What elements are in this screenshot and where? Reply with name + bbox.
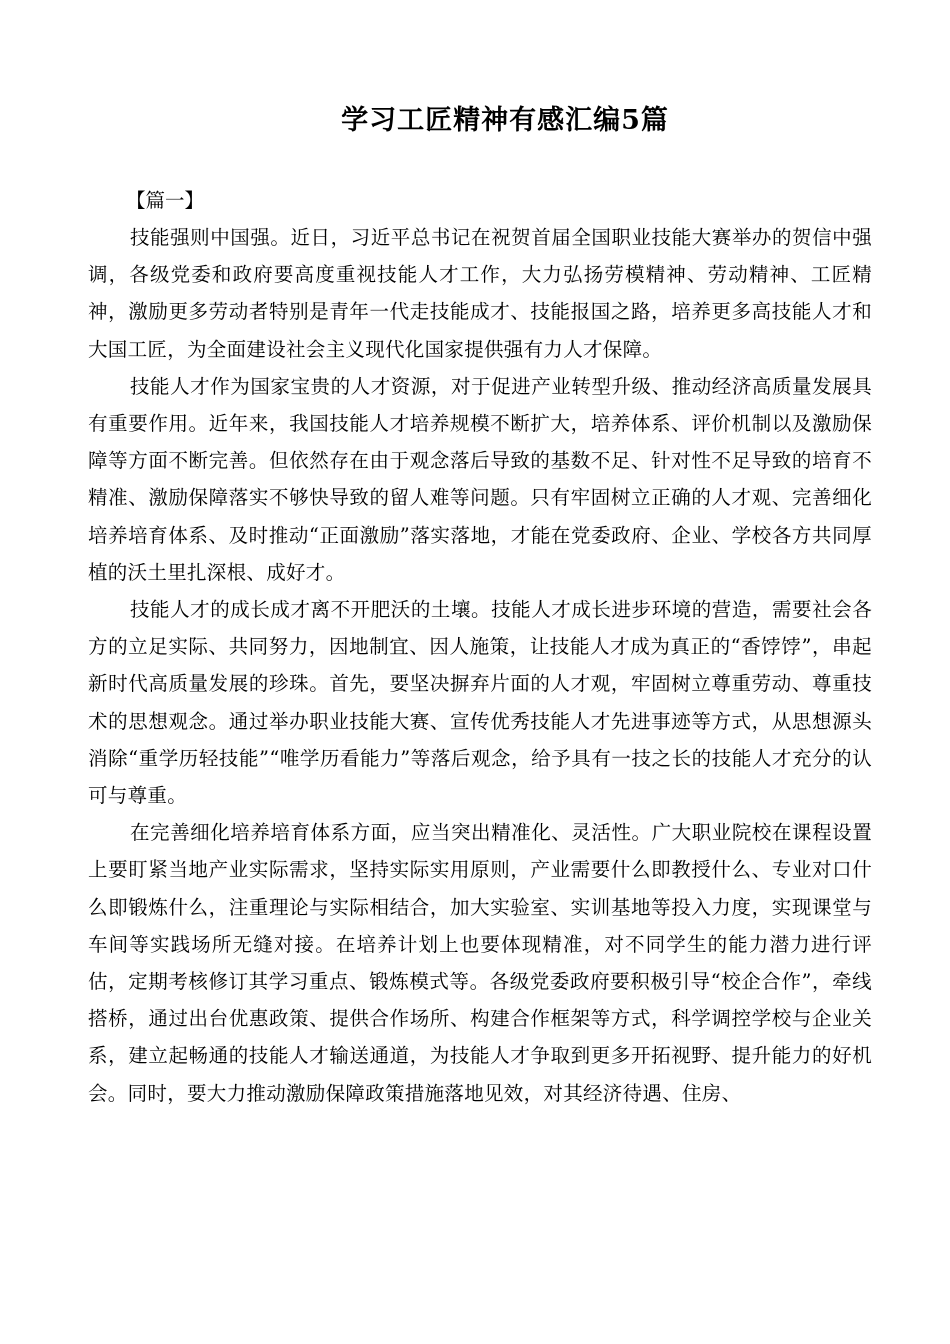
paragraph-2: 技能人才作为国家宝贵的人才资源，对于促进产业转型升级、推动经济高质量发展具有重要作用。近年来，我国技能人才培养规模不断扩大，培养体系、评价机制以及激励保障等方面不断完善。但依然存在由于观念落后导致的基数不足、针对性不足导致的培育不精准、激励保障落实不够快导致的留人难等问题。只有牢固树立正确的人才观、完善细化培养培育体系、及时推动“正面激励”落实落地，才能在党委政府、企业、学校各方共同厚植的沃土里扎深根、成好才。 xyxy=(88,374,872,584)
document-body xyxy=(88,182,872,1112)
section-label: 【篇一】 xyxy=(126,189,205,212)
paragraph-4: 在完善细化培养培育体系方面，应当突出精准化、灵活性。广大职业院校在课程设置上要盯紧当地产业实际需求，坚持实际实用原则，产业需要什么即教授什么、专业对口什么即锻炼什么，注重理论与实际相结合，加大实验室、实训基地等投入力度，实现课堂与车间等实践场所无缝对接。在培养计划上也要体现精准，对不同学生的能力潜力进行评估，定期考核修订其学习重点、锻炼模式等。各级党委政府要积极引导“校企合作”，牵线搭桥，通过出台优惠政策、提供合作场所、构建合作框架等方式，科学调控学校与企业关系，建立起畅通的技能人才输送通道，为技能人才争取到更多开拓视野、提升能力的好机会。同时，要大力推动激励保障政策措施落地见效，对其经济待遇、住房、 xyxy=(88,821,872,1105)
document-title: 学习工匠精神有感汇编5篇 xyxy=(341,105,669,136)
paragraph-1: 技能强则中国强。近日，习近平总书记在祝贺首届全国职业技能大赛举办的贺信中强调，各级党委和政府要高度重视技能人才工作，大力弘扬劳模精神、劳动精神、工匠精神，激励更多劳动者特别是青年一代走技能成才、技能报国之路，培养更多高技能人才和大国工匠，为全面建设社会主义现代化国家提供强有力人才保障。 xyxy=(88,226,872,361)
paragraph-3: 技能人才的成长成才离不开肥沃的土壤。技能人才成长进步环境的营造，需要社会各方的立足实际、共同努力，因地制宜、因人施策，让技能人才成为真正的“香饽饽”，串起新时代高质量发展的珍珠。首先，要坚决摒弃片面的人才观，牢固树立尊重劳动、尊重技术的思想观念。通过举办职业技能大赛、宣传优秀技能人才先进事迹等方式，从思想源头消除“重学历轻技能”“唯学历看能力”等落后观念，给予具有一技之长的技能人才充分的认可与尊重。 xyxy=(88,598,872,808)
